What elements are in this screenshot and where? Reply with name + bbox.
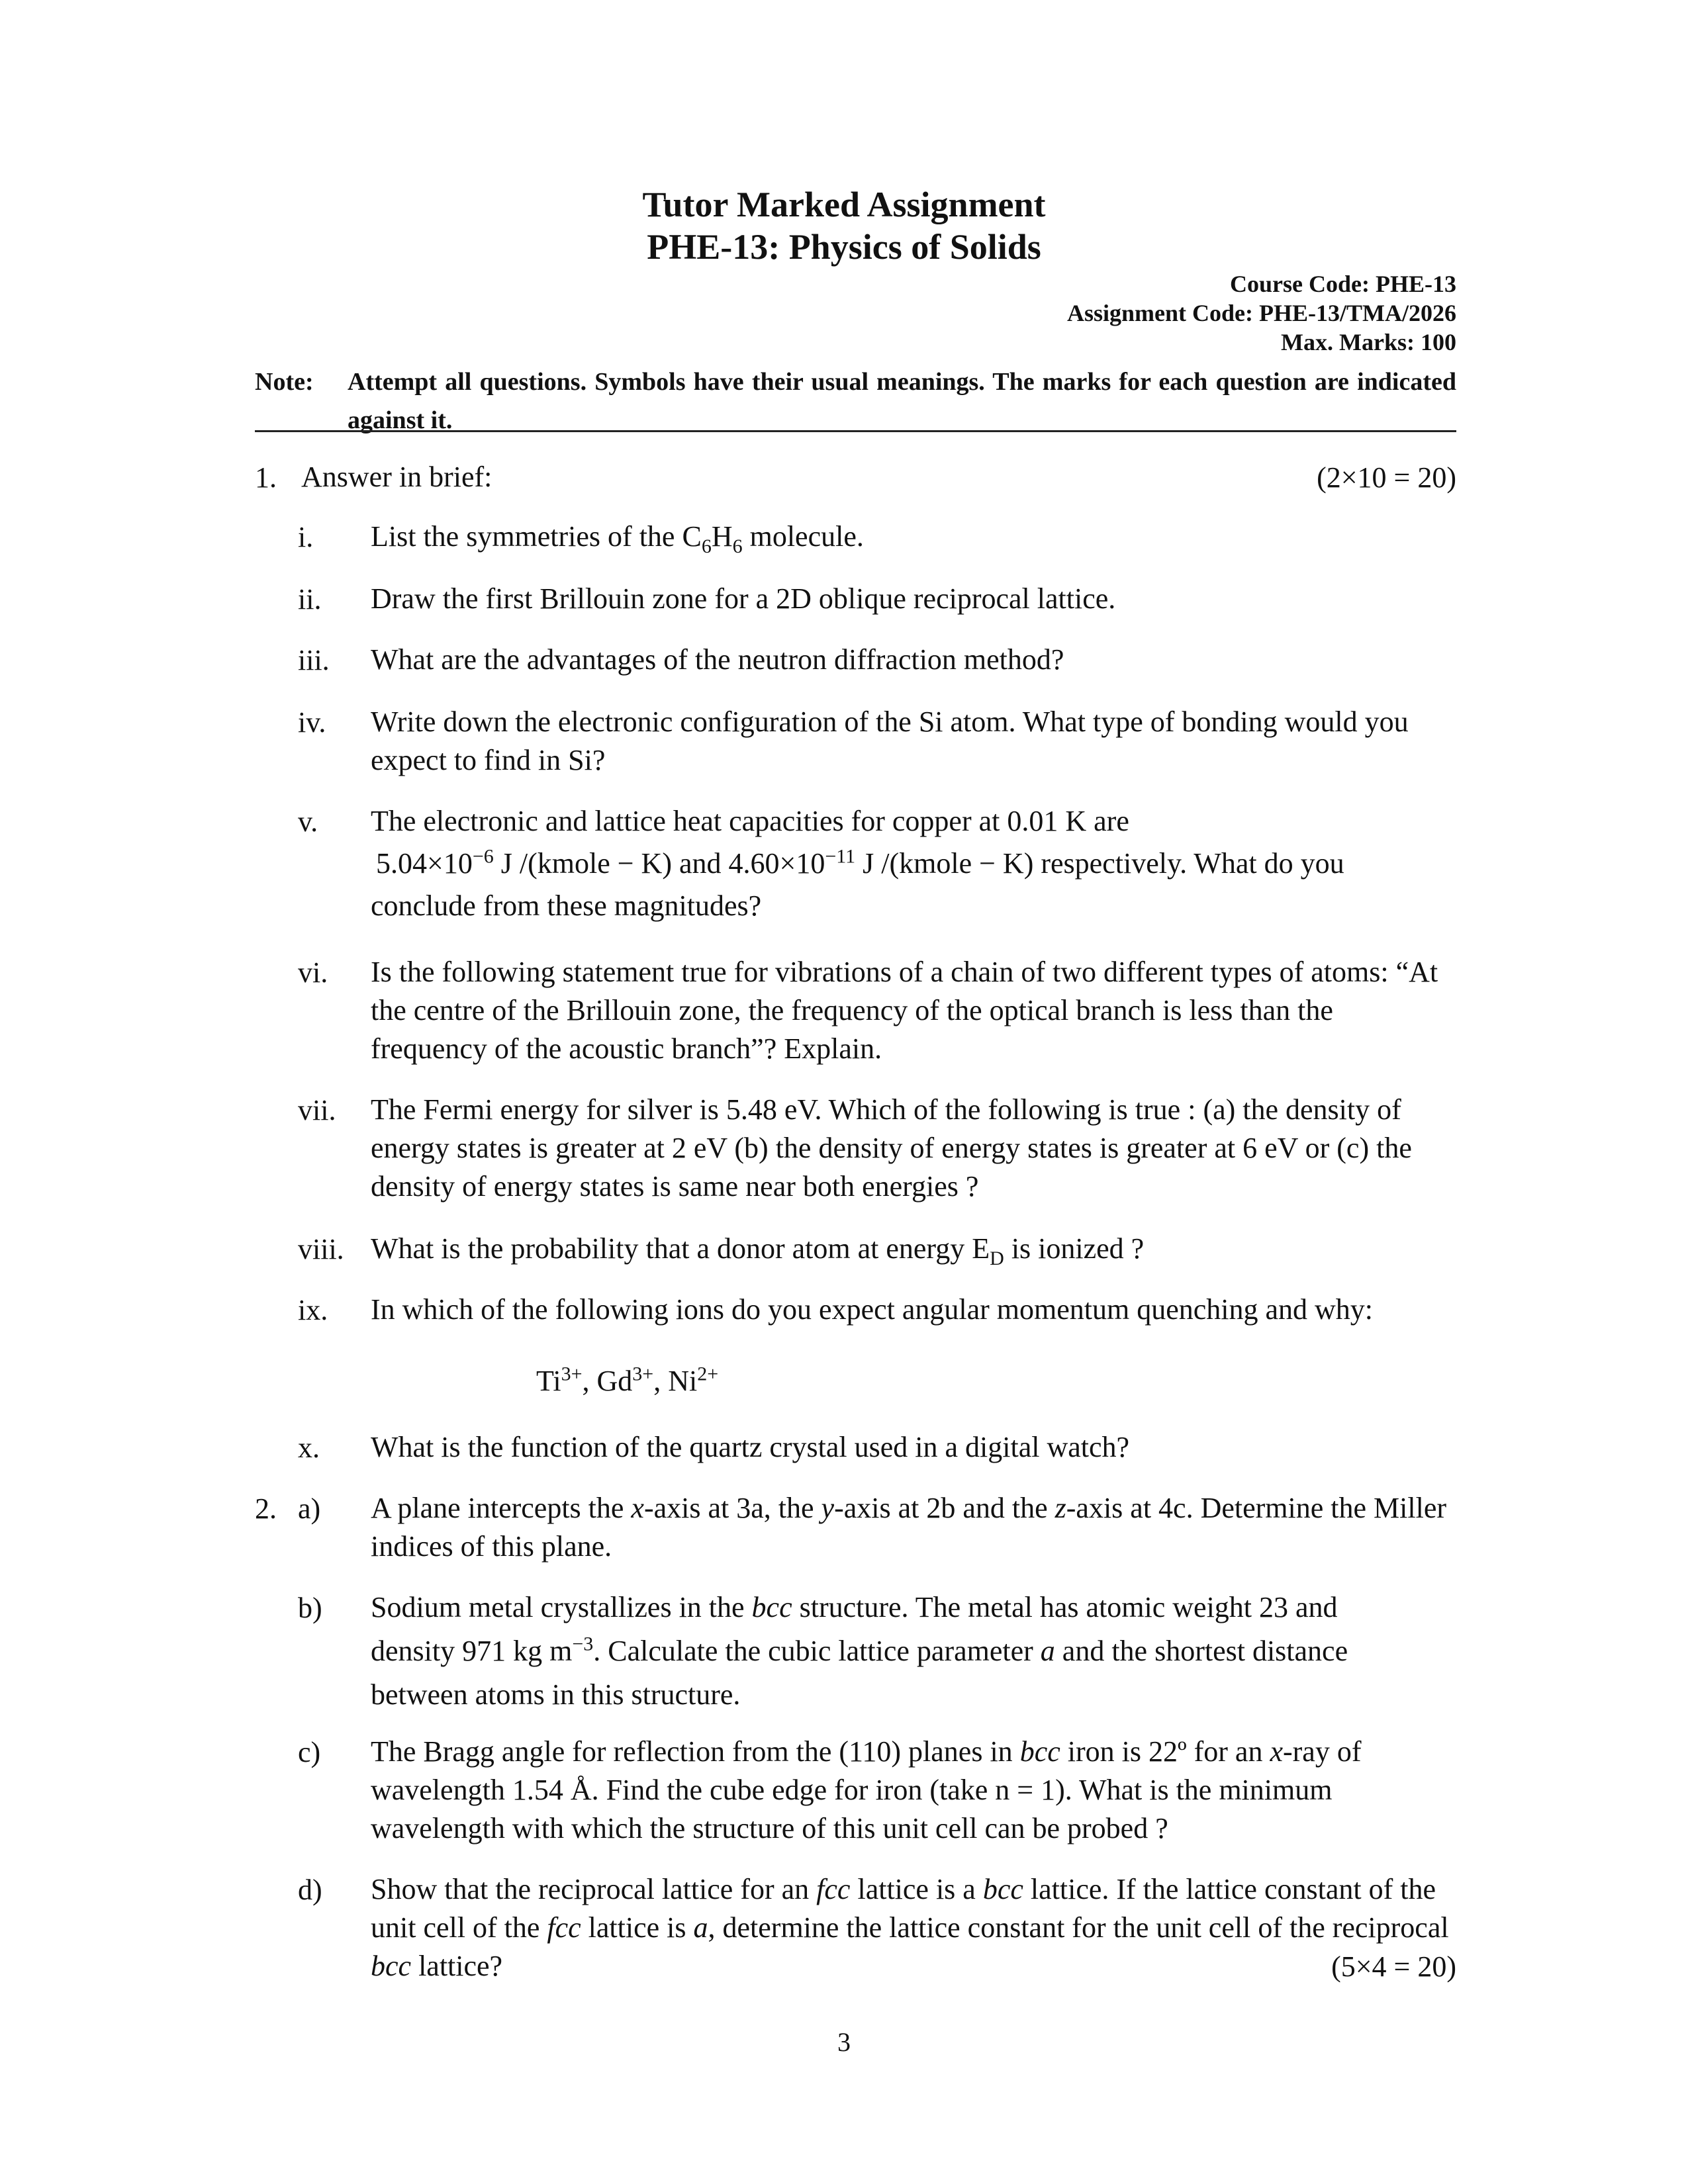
header-divider	[255, 430, 1456, 432]
question-1-number: 1.	[255, 461, 277, 494]
item-label: ix.	[298, 1294, 328, 1326]
item-ii-text: Draw the first Brillouin zone for a 2D oblique reciprocal lattice.	[371, 582, 1116, 615]
item-iii-text: What are the advantages of the neutron diffraction method?	[371, 643, 1064, 676]
item-label: iii.	[298, 644, 330, 676]
part-d-text: Show that the reciprocal lattice for an fcc lattice is a bcc lattice. If the lattice constant of the unit cell of the fcc lattice is a, determine the lattice constant for the unit cell of the reciprocal bcc lattice?	[371, 1873, 1449, 1982]
part-c-text: The Bragg angle for reflection from the (110) planes in bcc iron is 22º for an x-ray of wavelength 1.54 Å. Find the cube edge for iron (take n = 1). What is the minimum wavelength with which the structure of this unit cell can be probed ?	[371, 1735, 1362, 1844]
item-label: vi.	[298, 956, 328, 989]
item-label: iv.	[298, 706, 326, 739]
ion-list: $Ti^{3+}$, $Gd^{3+}$, $Ni^{2+}$	[536, 1363, 719, 1397]
item-label: vii.	[298, 1094, 336, 1126]
part-b-text: Sodium metal crystallizes in the bcc structure. The metal has atomic weight 23 and density 971 kg $m^{-3}$. Calculate the cubic lattice parameter a and the shortest distance between atoms in this structure.	[371, 1591, 1348, 1711]
item-ix-text: In which of the following ions do you expect angular momentum quenching and why:	[371, 1293, 1374, 1326]
page-title: Tutor Marked Assignment	[642, 185, 1046, 224]
part-c-label: c)	[298, 1736, 321, 1768]
item-label: v.	[298, 805, 318, 838]
question-1-marks: (2×10 = 20)	[1317, 461, 1456, 494]
item-vii-text: The Fermi energy for silver is 5.48 eV. Which of the following is true : (a) the density of energy states is greater at 2 eV (b) the density of energy states is greater at 6 eV or (c) the density of energy states is same near both energies ?	[371, 1093, 1412, 1203]
item-i-text: List the symmetries of the $C_6H_6$ molecule.	[371, 520, 864, 557]
item-viii-text: What is the probability that a donor atom at energy $E_D$ is ionized ?	[371, 1232, 1145, 1269]
note-label: Note:	[255, 368, 314, 396]
question-1-heading: Answer in brief:	[301, 461, 492, 493]
course-code: Course Code: PHE-13	[1230, 271, 1456, 297]
part-a-label: a)	[298, 1492, 321, 1525]
item-label: x.	[298, 1432, 320, 1464]
note-text: Attempt all questions. Symbols have their usual meanings. The marks for each question are indicated against it.	[348, 368, 1456, 434]
part-d-label: d)	[298, 1874, 322, 1906]
question-2-number: 2.	[255, 1492, 277, 1525]
part-a-text: A plane intercepts the x-axis at 3a, the y-axis at 2b and the z-axis at 4c. Determine the Miller indices of this plane.	[371, 1492, 1446, 1563]
item-label: ii.	[298, 583, 322, 615]
item-label: i.	[298, 521, 314, 553]
part-b-label: b)	[298, 1592, 322, 1624]
item-vi-text: Is the following statement true for vibrations of a chain of two different types of atoms: “At the centre of the Brillouin zone, the frequency of the optical branch is less than the frequency of the acoustic branch”? Explain.	[371, 956, 1438, 1065]
item-label: viii.	[298, 1233, 344, 1265]
course-title: PHE-13: Physics of Solids	[647, 227, 1041, 267]
item-x-text: What is the function of the quartz crystal used in a digital watch?	[371, 1431, 1130, 1463]
max-marks: Max. Marks: 100	[1281, 329, 1456, 355]
item-v-text: The electronic and lattice heat capacities for copper at 0.01 K are $5.04\times 10^{-6}$ J /(kmole − K) and $4.60\times 10^{-11}$ J /(kmole − K) respectively. What do you conclude from these magnitudes?	[371, 805, 1344, 922]
question-2-marks: (5×4 = 20)	[1331, 1950, 1456, 1983]
assignment-code: Assignment Code: PHE-13/TMA/2026	[1067, 300, 1456, 326]
page-number: 3	[837, 2027, 851, 2057]
item-iv-text: Write down the electronic configuration of the Si atom. What type of bonding would you expect to find in Si?	[371, 705, 1409, 776]
